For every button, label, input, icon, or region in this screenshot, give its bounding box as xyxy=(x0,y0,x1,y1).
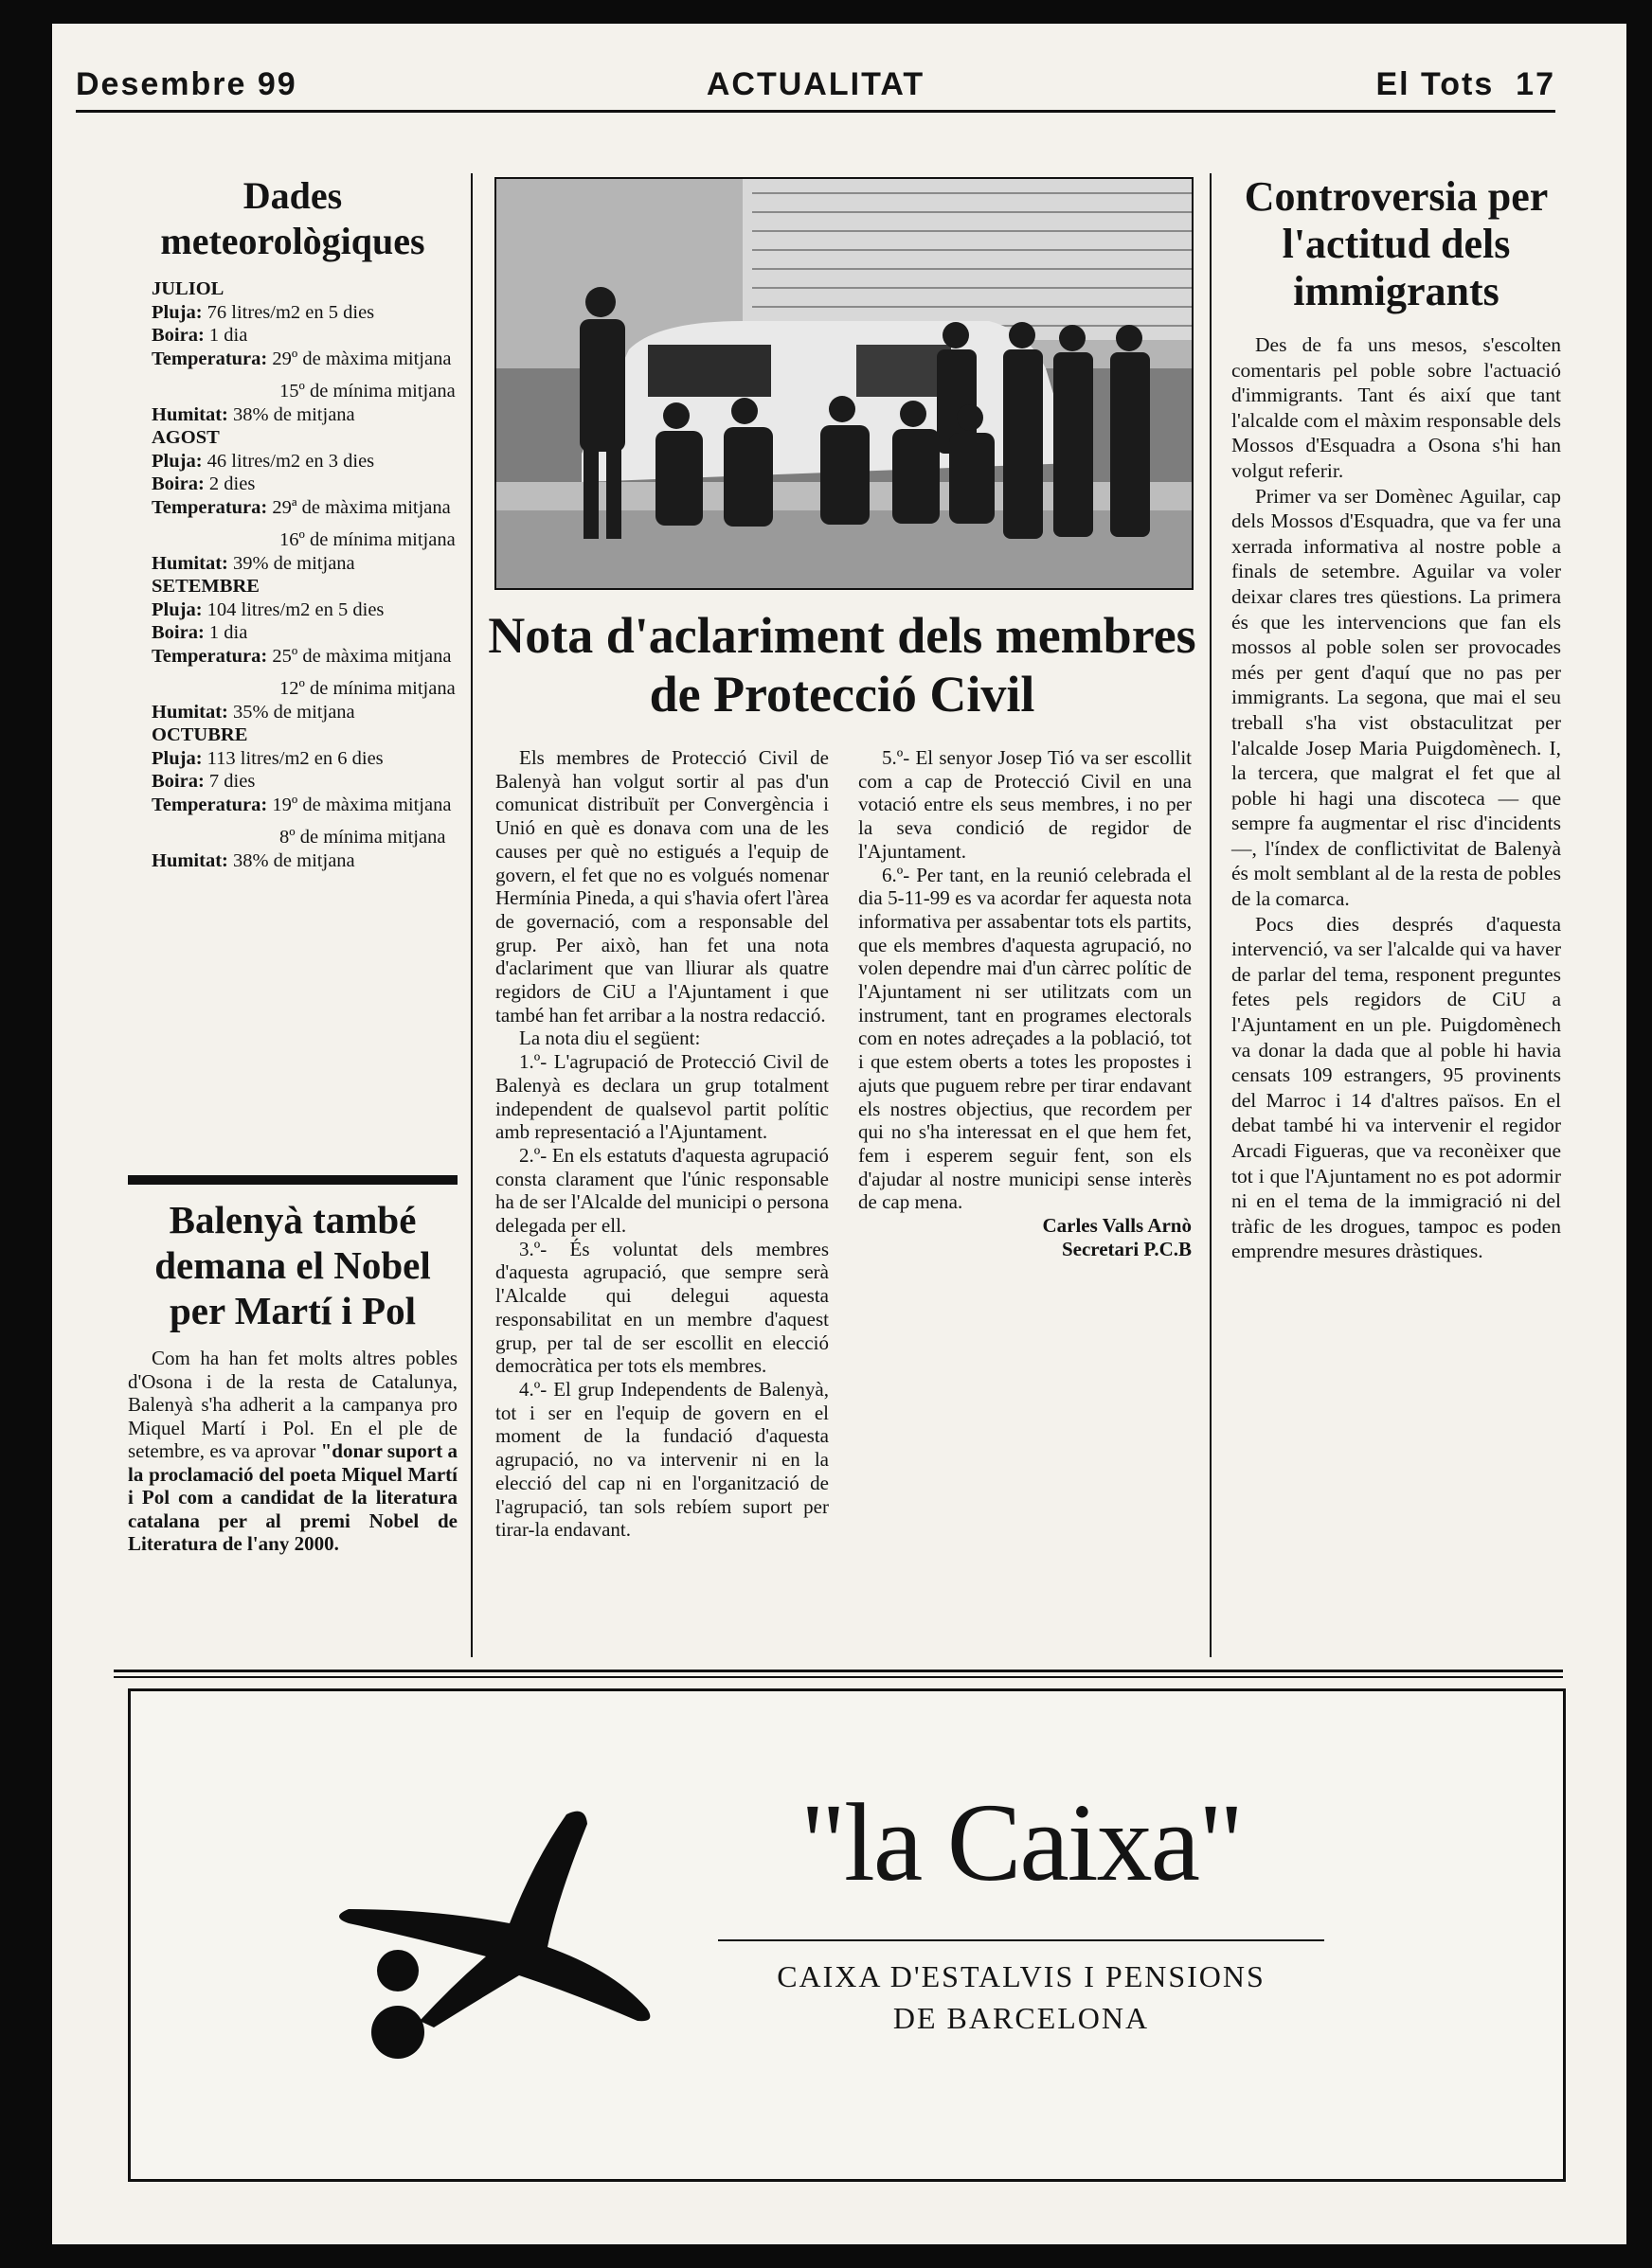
section-title: ACTUALITAT xyxy=(706,66,925,102)
weather-title: Dades meteorològiques xyxy=(160,174,425,262)
column-divider xyxy=(1210,173,1212,1657)
proteccio-title: Nota d'aclariment dels membres de Protecció Civil xyxy=(488,607,1196,723)
issue-date: Desembre 99 xyxy=(76,66,297,102)
signature-name: Carles Valls Arnò xyxy=(1042,1214,1192,1238)
la-caixa-advertisement xyxy=(128,1688,1566,2182)
la-caixa-star-logo xyxy=(330,1805,652,2089)
nobel-body: Com ha han fet molts altres pobles d'Osona i de la resta de Catalunya, Balenyà s'ha adherit a la campanya pro Miquel Martí i Pol. En el ple de setembre, es va aprovar "donar suport a la proclamació del poeta Miquel Martí i Pol com a candidat de la literatura catalana per al premi Nobel de Literatura de l'any 2000. xyxy=(128,1347,458,1555)
ad-rule xyxy=(114,1676,1563,1678)
month-name: JULIOL xyxy=(152,278,224,299)
weather-month-august: AGOST Pluja: 46 litres/m2 en 3 dies Boira: 2 dies Temperatura: 29ª de màxima mitjana 16º de mínima mitjana Humitat: 39% de mitjana xyxy=(152,427,456,574)
nobel-article xyxy=(128,1197,458,1556)
month-name: AGOST xyxy=(152,427,220,448)
page-header xyxy=(76,66,1555,113)
proteccio-column-1: Els membres de Protecció Civil de Balenyà han volgut sortir al pas d'un comunicat distribuït per Convergència i Unió en què es donava com una de les causes per què no estigués a l'equip de govern, el fet que no es volgués nomenar Hermínia Pineda, a qui s'havia ofert l'àrea de governació, com a responsable del grup. Per això, han fet una nota d'aclariment que van lliurar als quatre regidors de CiU a l'Ajuntament i que també han fet arribar a la nostra redacció. La nota diu el següent: 1.º- L'agrupació de Protecció Civil de Balenyà es declara un grup totalment independent de qualsevol partit polític amb representació a l'Ajuntament. 2.º- En els estatuts d'aquesta agrupació consta clarament que l'únic responsable ha de ser l'Alcalde del municipi o persona delegada per ell. 3.º- És voluntat dels membres d'aquesta agrupació, que sempre serà l'Alcalde qui delegui aquesta responsabilitat en un membre d'aquest grup, per tal de ser escollit en elecció democràtica per tots els membres. 4.º- El grup Independents de Balenyà, tot i ser en l'equip de govern en el moment de la fundació d'aquesta agrupació, no va intervenir ni en la elecció del cap ni en l'organització de l'agrupació, tan sols rebíem suport per tirar-la endavant. xyxy=(495,746,829,1542)
ad-rule xyxy=(114,1670,1563,1672)
immigrants-article: Controversia per l'actitud dels immigrants Des de fa uns mesos, s'escolten comentaris pel poble sobre l'actuació d'immigrants. Tant és així que tant l'alcalde com el màxim responsable dels Mossos d'Esquadra a Osona s'hi han volgut referir. Primer va ser Domènec Aguilar, cap dels Mossos d'Esquadra, que va fer una xerrada informativa al nostre poble a finals de setembre. Aguilar va voler deixar clares tres qüestions. La primera és que les intervencions que fan els mossos al poble solen ser provocades més per gent d'aquí que no pas per immigrants. La segona, que mai el seu treball s'ha vist obstaculitzat per l'alcalde Josep Maria Puigdomènech. I, la tercera, que malgrat el fet que al poble hi hagi una discoteca — que sempre fa augmentar el risc d'incidents—, l'índex de conflictivitat de Balenyà és molt semblant al de la resta de pobles de la comarca. Pocs dies després d'aquesta intervenció, va ser l'alcalde qui va haver de parlar del tema, responent preguntes fetes pels regidors de CiU a l'Ajuntament en un ple. Puigdomènech va donar la dada que al poble hi havia censats 109 estrangers, 95 provinents del Marroc i 14 d'altres països. En el debat també hi va intervenir el regidor Arcadi Figueras, que va reconèixer que tot i que l'Ajuntament no es pot adormir ni en el tema de la immigració ni del tràfic de les drogues, tampoc es poden emprendre mesures dràstiques. xyxy=(1231,173,1561,1263)
brand-line-1: CAIXA D'ESTALVIS I PENSIONS xyxy=(777,1959,1266,1993)
month-name: SETEMBRE xyxy=(152,576,260,597)
month-name: OCTUBRE xyxy=(152,724,248,745)
section-divider xyxy=(128,1175,458,1185)
weather-month-september: SETEMBRE Pluja: 104 litres/m2 en 5 dies Boira: 1 dia Temperatura: 25º de màxima mitjana 12º de mínima mitjana Humitat: 35% de mitjana xyxy=(152,576,456,723)
group-photo-image xyxy=(496,179,1192,588)
immigrants-title: Controversia per l'actitud dels immigrants xyxy=(1244,173,1549,314)
brand-line-2: DE BARCELONA xyxy=(892,2001,1150,2035)
column-divider xyxy=(471,173,473,1657)
proteccio-column-2: 5.º- El senyor Josep Tió va ser escollit com a cap de Protecció Civil en una votació entre els seus membres, i no per la seva condició de regidor de l'Ajuntament. 6.º- Per tant, en la reunió celebrada el dia 5-11-99 es va acordar fer aquesta nota informativa per assabentar tots els partits, que els membres d'aquesta agrupació, no volen dependre mai d'un càrrec polític de l'Ajuntament ni ser utilitzats com un instrument, tant en programes electorals com en notes adreçades a la població, tot i que estem oberts a totes les propostes i ajuts que puguem rebre per tirar endavant els nostres objectius, que recordem per qui no s'ha interessat en el que hem fet, fem i esperem seguir fent, son els d'ajudar al nostre municipi sense interès de cap mena. Carles Valls Arnò Secretari P.C.B xyxy=(858,746,1192,1260)
weather-section xyxy=(128,173,458,872)
brand-name: "la Caixa" xyxy=(799,1780,1243,1904)
nobel-title: Balenyà també demana el Nobel per Martí i Pol xyxy=(154,1198,431,1332)
weather-month-october: OCTUBRE Pluja: 113 litres/m2 en 6 dies Boira: 7 dies Temperatura: 19º de màxima mitjana 8º de mínima mitjana Humitat: 38% de mitjana xyxy=(152,724,452,871)
protection-civil-photo xyxy=(494,177,1194,590)
brand-underline xyxy=(718,1939,1324,1941)
weather-month-july: JULIOL Pluja: 76 litres/m2 en 5 dies Boira: 1 dia Temperatura: 29º de màxima mitjana 15º de mínima mitjana Humitat: 38% de mitjana xyxy=(152,278,456,425)
signature-role: Secretari P.C.B xyxy=(1061,1237,1192,1260)
publication-page-number: El Tots 17 xyxy=(1375,66,1555,102)
